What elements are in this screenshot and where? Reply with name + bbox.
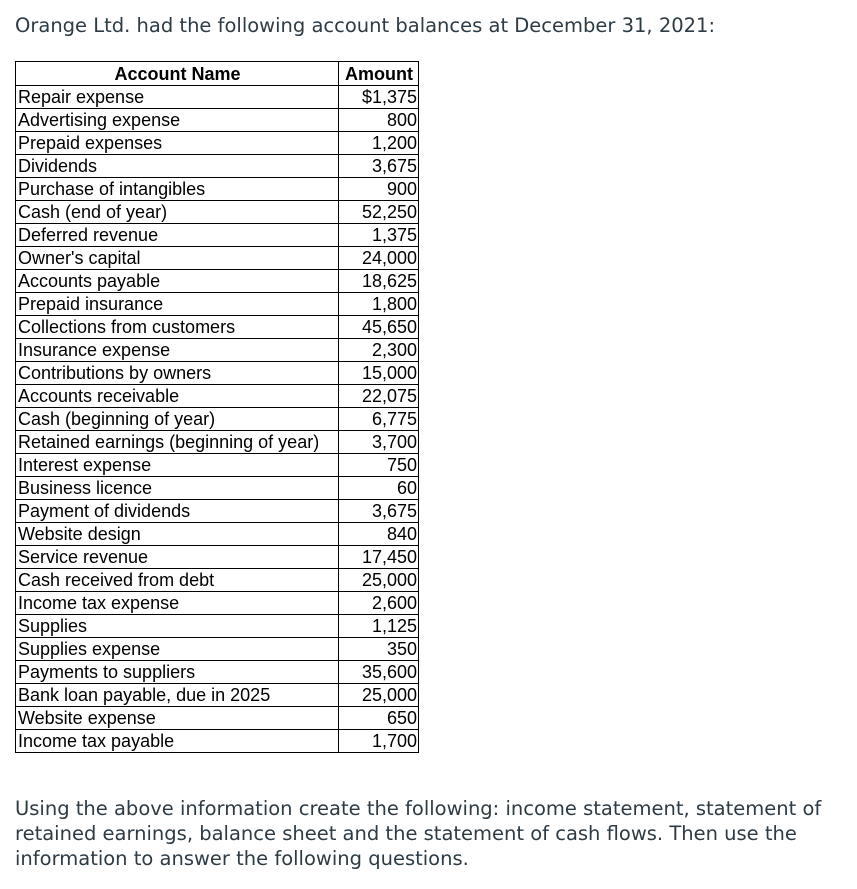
table-row [16, 431, 419, 454]
amount-cell: 1,700 [339, 730, 419, 753]
account-name-cell: Income tax payable [16, 730, 339, 753]
account-name-cell: Income tax expense [16, 592, 339, 615]
account-name-cell: Website expense [16, 707, 339, 730]
table-row [16, 362, 419, 385]
account-name-cell: Interest expense [16, 454, 339, 477]
account-name-cell: Service revenue [16, 546, 339, 569]
table-row [16, 316, 419, 339]
table-row [16, 684, 419, 707]
amount-cell: 3,675 [339, 500, 419, 523]
amount-cell: 25,000 [339, 569, 419, 592]
table-row [16, 707, 419, 730]
table-row [16, 293, 419, 316]
amount-cell: 350 [339, 638, 419, 661]
table-row [16, 155, 419, 178]
amount-cell: 24,000 [339, 247, 419, 270]
account-name-cell: Cash received from debt [16, 569, 339, 592]
amount-cell: 6,775 [339, 408, 419, 431]
amount-cell: 750 [339, 454, 419, 477]
table-row [16, 523, 419, 546]
account-name-cell: Accounts receivable [16, 385, 339, 408]
amount-cell: 2,600 [339, 592, 419, 615]
account-name-cell: Supplies expense [16, 638, 339, 661]
table-row [16, 224, 419, 247]
table-row [16, 730, 419, 753]
table-row [16, 339, 419, 362]
amount-cell: 1,375 [339, 224, 419, 247]
account-name-cell: Bank loan payable, due in 2025 [16, 684, 339, 707]
account-name-cell: Owner's capital [16, 247, 339, 270]
table-row [16, 385, 419, 408]
account-name-cell: Deferred revenue [16, 224, 339, 247]
amount-cell: 45,650 [339, 316, 419, 339]
account-name-cell: Payments to suppliers [16, 661, 339, 684]
table-row [16, 408, 419, 431]
table-row [16, 661, 419, 684]
table-row [16, 615, 419, 638]
account-name-cell: Purchase of intangibles [16, 178, 339, 201]
table-row [16, 592, 419, 615]
account-name-cell: Collections from customers [16, 316, 339, 339]
account-name-cell: Cash (end of year) [16, 201, 339, 224]
table-row [16, 247, 419, 270]
table-row [16, 454, 419, 477]
account-name-cell: Contributions by owners [16, 362, 339, 385]
amount-cell: 840 [339, 523, 419, 546]
amount-cell: 2,300 [339, 339, 419, 362]
table-row [16, 86, 419, 109]
amount-cell: 1,200 [339, 132, 419, 155]
table-row [16, 500, 419, 523]
header-account-name: Account Name [16, 62, 339, 86]
table-row [16, 201, 419, 224]
table-row [16, 638, 419, 661]
table-row [16, 178, 419, 201]
amount-cell: 3,675 [339, 155, 419, 178]
account-name-cell: Payment of dividends [16, 500, 339, 523]
table-row [16, 569, 419, 592]
amount-cell: 15,000 [339, 362, 419, 385]
account-name-cell: Repair expense [16, 86, 339, 109]
account-name-cell: Prepaid expenses [16, 132, 339, 155]
account-name-cell: Retained earnings (beginning of year) [16, 431, 339, 454]
amount-cell: 60 [339, 477, 419, 500]
amount-cell: 1,125 [339, 615, 419, 638]
amount-cell: 1,800 [339, 293, 419, 316]
table-row [16, 270, 419, 293]
amount-cell: 800 [339, 109, 419, 132]
table-row [16, 109, 419, 132]
table-header-row [16, 62, 419, 86]
account-name-cell: Accounts payable [16, 270, 339, 293]
amount-cell: 35,600 [339, 661, 419, 684]
amount-cell: 3,700 [339, 431, 419, 454]
account-name-cell: Insurance expense [16, 339, 339, 362]
account-name-cell: Business licence [16, 477, 339, 500]
account-name-cell: Advertising expense [16, 109, 339, 132]
table-row [16, 546, 419, 569]
amount-cell: 17,450 [339, 546, 419, 569]
header-amount: Amount [339, 62, 419, 86]
account-name-cell: Prepaid insurance [16, 293, 339, 316]
amount-cell: 18,625 [339, 270, 419, 293]
table-row [16, 132, 419, 155]
account-balances-table [15, 61, 419, 753]
amount-cell: 900 [339, 178, 419, 201]
amount-cell: 22,075 [339, 385, 419, 408]
amount-cell: 52,250 [339, 201, 419, 224]
account-name-cell: Supplies [16, 615, 339, 638]
account-name-cell: Cash (beginning of year) [16, 408, 339, 431]
table-body [16, 86, 419, 753]
intro-text: Orange Ltd. had the following account balances at December 31, 2021: [15, 14, 716, 37]
amount-cell: 25,000 [339, 684, 419, 707]
amount-cell: 650 [339, 707, 419, 730]
account-name-cell: Dividends [16, 155, 339, 178]
account-name-cell: Website design [16, 523, 339, 546]
table-row [16, 477, 419, 500]
amount-cell: $1,375 [339, 86, 419, 109]
instructions-text: Using the above information create the following: income statement, statement of retained earnings, balance sheet and the statement of cash flows. Then use the information to answer the following questions. [15, 797, 822, 870]
